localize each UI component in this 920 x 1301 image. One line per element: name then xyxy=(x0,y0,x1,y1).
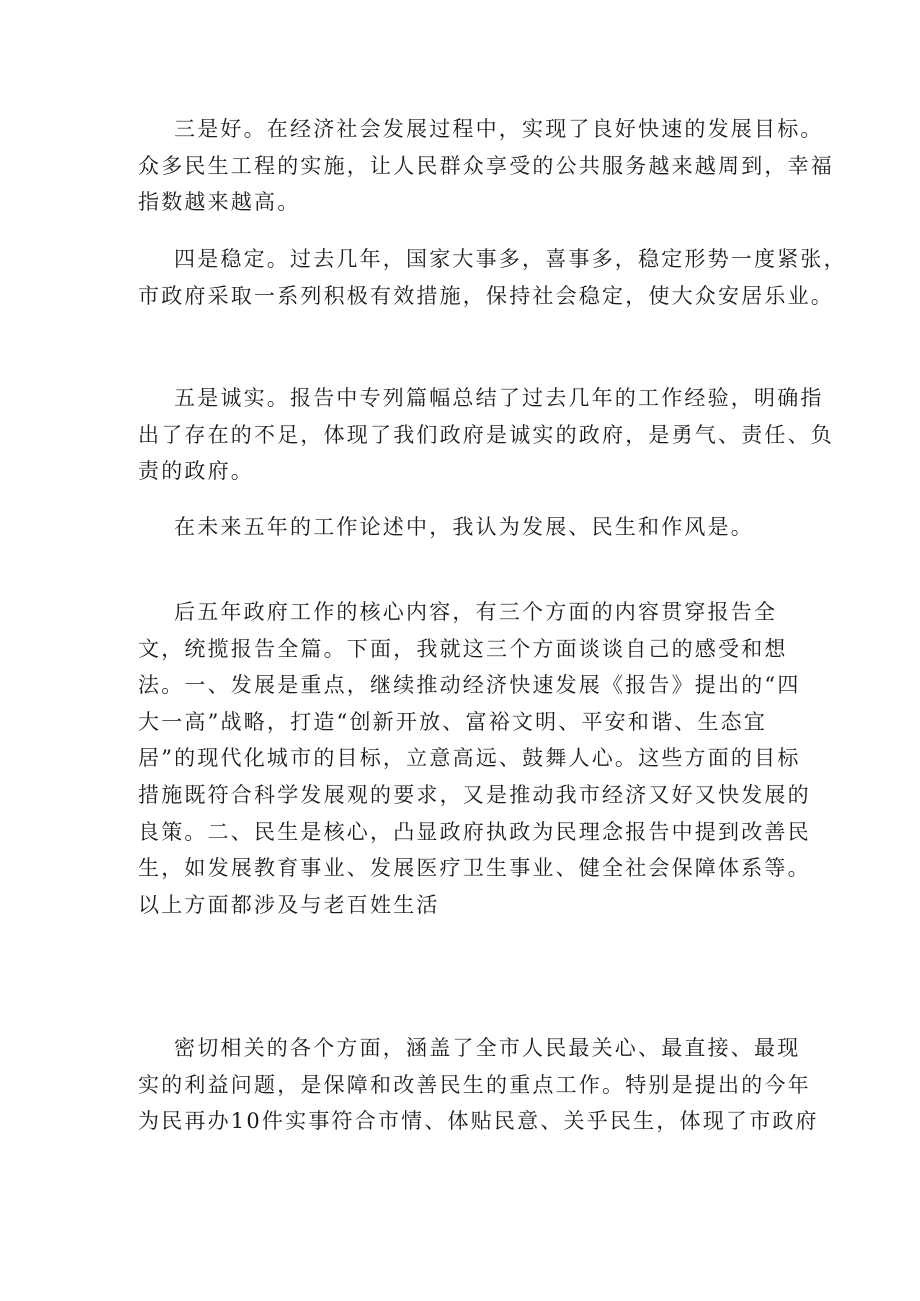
text-line: 大一高”战略，打造“创新开放、富裕文明、平安和谐、生态宜 xyxy=(138,709,768,734)
text-line: 后五年政府工作的核心内容，有三个方面的内容贯穿报告全 xyxy=(174,600,778,624)
paragraph-future-work xyxy=(138,509,754,546)
text-line: 文，统揽报告全篇。下面，我就这三个方面谈谈自己的感受和想 xyxy=(138,636,788,661)
text-line: 实的利益问题，是保障和改善民生的重点工作。特别是提出的今年 xyxy=(138,1072,811,1097)
paragraph-honesty xyxy=(138,380,834,490)
text-line: 市政府采取一系列积极有效措施，保持社会稳定，使大众安居乐业。 xyxy=(138,283,834,308)
paragraph-livelihood xyxy=(138,1030,819,1140)
text-line: 在未来五年的工作论述中，我认为发展、民生和作风是。 xyxy=(174,515,754,539)
text-line: 五是诚实。报告中专列篇幅总结了过去几年的工作经验，明确指 xyxy=(174,386,824,410)
text-line: 法。一、发展是重点，继续推动经济快速发展《报告》提出的“四 xyxy=(138,673,801,698)
text-line: 责的政府。 xyxy=(138,459,254,484)
text-line: 措施既符合科学发展观的要求，又是推动我市经济又好又快发展的 xyxy=(138,782,811,807)
text-line: 良策。二、民生是核心，凸显政府执政为民理念报告中提到改善民 xyxy=(138,819,811,844)
text-line: 居”的现代化城市的目标，立意高远、鼓舞人心。这些方面的目标 xyxy=(138,746,801,771)
text-line: 生，如发展教育事业、发展医疗卫生事业、健全社会保障体系等。 xyxy=(138,856,811,881)
text-line: 以上方面都涉及与老百姓生活 xyxy=(138,892,440,917)
text-line: 三是好。在经济社会发展过程中，实现了良好快速的发展目标。 xyxy=(174,117,824,141)
paragraph-stability xyxy=(138,241,847,314)
paragraph-good xyxy=(138,111,834,221)
text-line: 四是稳定。过去几年，国家大事多，喜事多，稳定形势一度紧张， xyxy=(174,247,847,271)
text-line: 指数越来越高。 xyxy=(138,190,301,215)
paragraph-core-content xyxy=(138,594,811,923)
text-line: 出了存在的不足，体现了我们政府是诚实的政府，是勇气、责任、负 xyxy=(138,422,834,447)
text-line: 密切相关的各个方面，涵盖了全市人民最关心、最直接、最现 xyxy=(174,1036,801,1060)
text-line: 众多民生工程的实施，让人民群众享受的公共服务越来越周到，幸福 xyxy=(138,153,834,178)
text-line: 为民再办10件实事符合市情、体贴民意、关乎民生，体现了市政府 xyxy=(138,1109,819,1134)
